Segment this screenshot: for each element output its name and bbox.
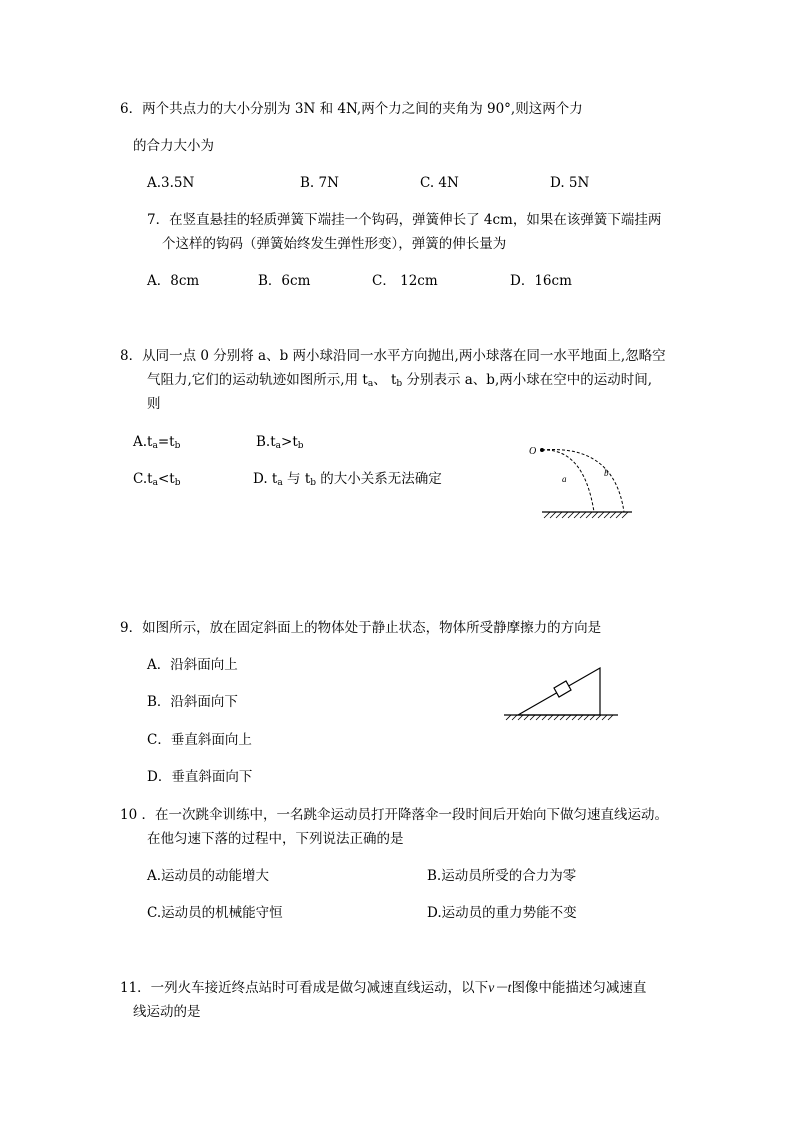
q8-option-b[interactable]: $B.t_a>t_b$ [256, 434, 304, 451]
q7-stem-line1: 7．在竖直悬挂的轻质弹簧下端挂一个钩码，弹簧伸长了 4cm，如果在该弹簧下端挂两 [147, 212, 662, 228]
q9-option-b[interactable]: B．沿斜面向下 [147, 694, 238, 710]
ground-hatching [544, 512, 628, 518]
q9-stem-line1: 9．如图所示，放在固定斜面上的物体处于静止状态，物体所受静摩擦力的方向是 [120, 620, 602, 636]
label-a: a [562, 474, 567, 484]
label-o: O [529, 446, 537, 457]
q8-stem-line3: 则 [147, 396, 161, 412]
q10-option-d[interactable]: D.运动员的重力势能不变 [427, 905, 577, 921]
q9-option-a[interactable]: A．沿斜面向上 [147, 657, 238, 673]
q8-stem-line2: 气阻力,它们的运动轨迹如图所示,用 $t_a$、 $t_b$ 分别表示 a、b,两小球在空中的运动时间, [147, 372, 653, 389]
q6-stem-line1: 6．两个共点力的大小分别为 3N 和 4N,两个力之间的夹角为 90°,则这两个力 [120, 101, 583, 117]
q6-option-b[interactable]: B. 7N [300, 175, 339, 191]
q8-option-c[interactable]: $C.t_a<t_b$ [133, 471, 181, 488]
q9-option-c[interactable]: C．垂直斜面向上 [147, 732, 252, 748]
q8-trajectory-figure [526, 436, 642, 520]
q10-stem-line2: 在他匀速下落的过程中，下列说法正确的是 [147, 831, 404, 847]
ground-hatching [506, 715, 613, 720]
trajectory-a [542, 450, 594, 512]
q6-option-d[interactable]: D. 5N [550, 175, 590, 191]
q11-stem-line2: 线运动的是 [133, 1004, 201, 1020]
q6-stem-line2: 的合力大小为 [133, 138, 214, 154]
q10-option-b[interactable]: B.运动员所受的合力为零 [427, 868, 577, 884]
q7-option-d[interactable]: D．16cm [510, 273, 572, 289]
q8-stem-line1: 8．从同一点 0 分别将 a、b 两小球沿同一水平方向抛出,两小球落在同一水平地面上,忽略空 [120, 348, 666, 364]
q8-option-a[interactable]: $A.t_a=t_b$ [133, 434, 181, 451]
q8-option-d[interactable]: D. $t_a$ 与 $t_b$ 的大小关系无法确定 [253, 471, 442, 488]
label-b: b [604, 468, 609, 478]
q7-option-c[interactable]: C． 12cm [372, 273, 438, 289]
q10-stem-line1: 10 ．在一次跳伞训练中，一名跳伞运动员打开降落伞一段时间后开始向下做匀速直线运动。 [120, 807, 668, 823]
q10-option-c[interactable]: C.运动员的机械能守恒 [147, 905, 283, 921]
q7-option-b[interactable]: B．6cm [258, 273, 311, 289]
q6-option-a[interactable]: A.3.5N [147, 175, 195, 191]
block [554, 681, 571, 697]
q9-incline-figure [502, 664, 622, 722]
q6-option-c[interactable]: C. 4N [420, 175, 459, 191]
trajectory-b [542, 450, 624, 512]
q9-option-d[interactable]: D．垂直斜面向下 [147, 769, 253, 785]
q11-stem-line1: 11．一列火车接近终点站时可看成是做匀减速直线运动，以下v－t图像中能描述匀减速直 [120, 980, 647, 996]
q7-stem-line2: 个这样的钩码（弹簧始终发生弹性形变），弹簧的伸长量为 [162, 236, 507, 252]
q10-option-a[interactable]: A.运动员的动能增大 [147, 868, 270, 884]
q7-option-a[interactable]: A．8cm [147, 273, 200, 289]
